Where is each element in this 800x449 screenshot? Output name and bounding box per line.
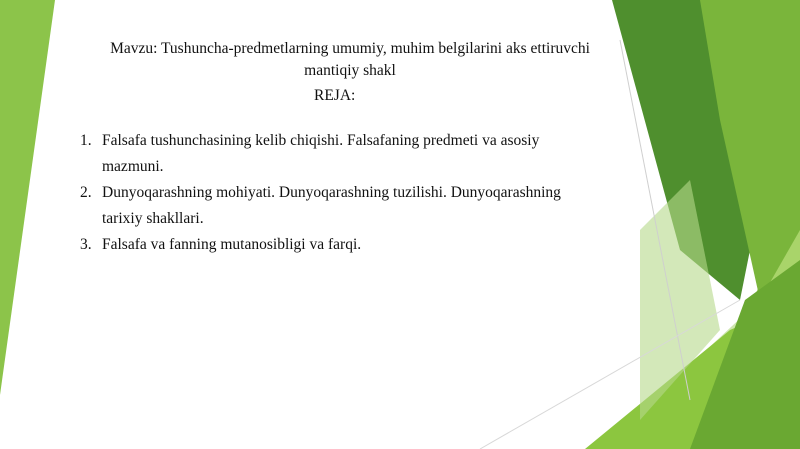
plan-item xyxy=(80,128,600,180)
plan-item-text: Dunyoqarashning mohiyati. Dunyoqarashning tuzilishi. Dunyoqarashning tarixiy shakllari. xyxy=(102,184,561,227)
plan-list xyxy=(80,128,600,258)
plan-item-text: Falsafa tushunchasining kelib chiqishi. Falsafaning predmeti va asosiy mazmuni. xyxy=(102,132,540,175)
plan-item-number: 2. xyxy=(80,184,92,201)
plan-item xyxy=(80,180,600,232)
plan-item xyxy=(80,232,600,258)
slide-title: Mavzu: Tushuncha-predmetlarning umumiy, muhim belgilarini aks ettiruvchi mantiqiy shakl xyxy=(110,40,590,79)
plan-item-number: 1. xyxy=(80,132,92,149)
left-green-shape xyxy=(0,0,55,395)
plan-item-number: 3. xyxy=(80,236,92,253)
plan-heading: REJA: xyxy=(314,87,356,104)
plan-item-text: Falsafa va fanning mutanosibligi va farqi. xyxy=(102,236,362,253)
